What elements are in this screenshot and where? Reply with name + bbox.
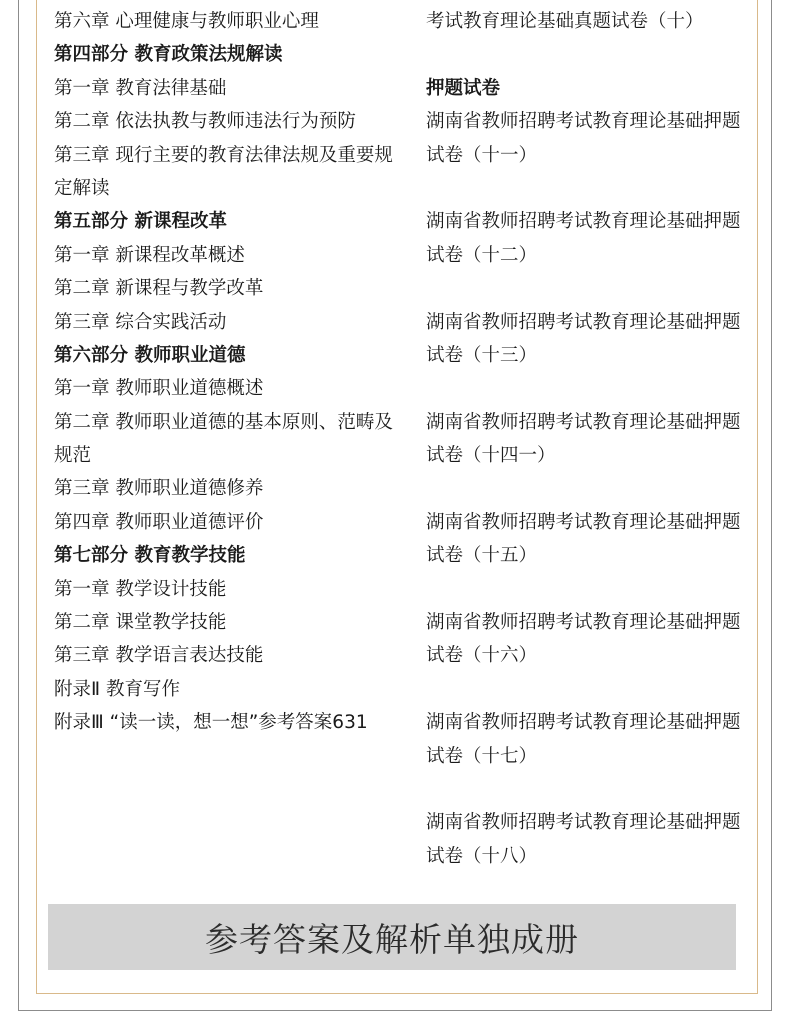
- toc-entry: 第三章 综合实践活动: [54, 311, 227, 333]
- toc-entry: 第三章 教学语言表达技能: [54, 645, 264, 667]
- toc-entry: 附录Ⅲ “读一读，想一想”参考答案631: [54, 712, 368, 734]
- toc-entry: 第三章 现行主要的教育法律法规及重要规: [54, 144, 393, 166]
- toc-entry: 第一章 新课程改革概述: [54, 244, 245, 266]
- spacer: [426, 172, 756, 205]
- exam-paper-entry-continuation: 试卷（十四一）: [426, 445, 556, 467]
- exam-paper-entry-continuation: 试卷（十六）: [426, 645, 538, 667]
- toc-entry: 第六章 心理健康与教师职业心理: [54, 11, 319, 32]
- exam-paper-entry: 湖南省教师招聘考试教育理论基础押题: [426, 311, 741, 333]
- answer-booklet-banner: [48, 904, 736, 970]
- toc-entry: 附录Ⅱ 教育写作: [54, 678, 180, 700]
- toc-entry: 第二章 新课程与教学改革: [54, 278, 264, 300]
- toc-entry: 第二章 依法执教与教师违法行为预防: [54, 111, 356, 133]
- exam-paper-entry: 湖南省教师招聘考试教育理论基础押题: [426, 211, 741, 233]
- toc-entry: 第二章 教师职业道德的基本原则、范畴及: [54, 411, 393, 433]
- toc-entry: 第一章 教师职业道德概述: [54, 378, 264, 400]
- spacer: [426, 673, 756, 706]
- exam-paper-entry-continuation: 试卷（十一）: [426, 144, 538, 166]
- toc-entry: 第四章 教师职业道德评价: [54, 511, 264, 533]
- toc-entry-continuation: 定解读: [54, 177, 110, 199]
- spacer: [426, 573, 756, 606]
- toc-entry: 第一章 教学设计技能: [54, 578, 227, 600]
- toc-part-heading: 第五部分 新课程改革: [54, 211, 227, 233]
- exam-paper-entry: 湖南省教师招聘考试教育理论基础押题: [426, 612, 741, 634]
- toc-part-heading: 第四部分 教育政策法规解读: [54, 44, 283, 66]
- exam-paper-entry-continuation: 试卷（十五）: [426, 545, 538, 567]
- exam-paper-entry: 湖南省教师招聘考试教育理论基础押题: [426, 411, 741, 433]
- exam-paper-entry-continuation: 试卷（十七）: [426, 745, 538, 767]
- exam-paper-entry: 湖南省教师招聘考试教育理论基础押题: [426, 812, 741, 834]
- exam-paper-entry-continuation: 试卷（十三）: [426, 344, 538, 366]
- banner-text: 参考答案及解析单独成册: [205, 919, 579, 959]
- section-heading: 押题试卷: [426, 77, 501, 99]
- toc-right-column: [426, 5, 756, 873]
- spacer: [426, 272, 756, 305]
- toc-left-column: [54, 5, 412, 740]
- toc-entry: 第二章 课堂教学技能: [54, 612, 227, 634]
- toc-part-heading: 第六部分 教师职业道德: [54, 344, 246, 366]
- exam-paper-entry-continuation: 试卷（十二）: [426, 244, 538, 266]
- toc-entry-continuation: 规范: [54, 445, 92, 467]
- exam-paper-entry: 湖南省教师招聘考试教育理论基础押题: [426, 712, 741, 734]
- spacer: [426, 773, 756, 806]
- exam-paper-entry: 湖南省教师招聘考试教育理论基础押题: [426, 111, 741, 133]
- exam-paper-entry: 考试教育理论基础真题试卷（十）: [426, 11, 704, 32]
- spacer: [426, 372, 756, 405]
- toc-entry: 第一章 教育法律基础: [54, 77, 227, 99]
- exam-paper-entry: 湖南省教师招聘考试教育理论基础押题: [426, 511, 741, 533]
- toc-entry: 第三章 教师职业道德修养: [54, 478, 264, 500]
- spacer: [426, 38, 756, 71]
- spacer: [426, 472, 756, 505]
- exam-paper-entry-continuation: 试卷（十八）: [426, 845, 538, 867]
- toc-part-heading: 第七部分 教育教学技能: [54, 545, 246, 567]
